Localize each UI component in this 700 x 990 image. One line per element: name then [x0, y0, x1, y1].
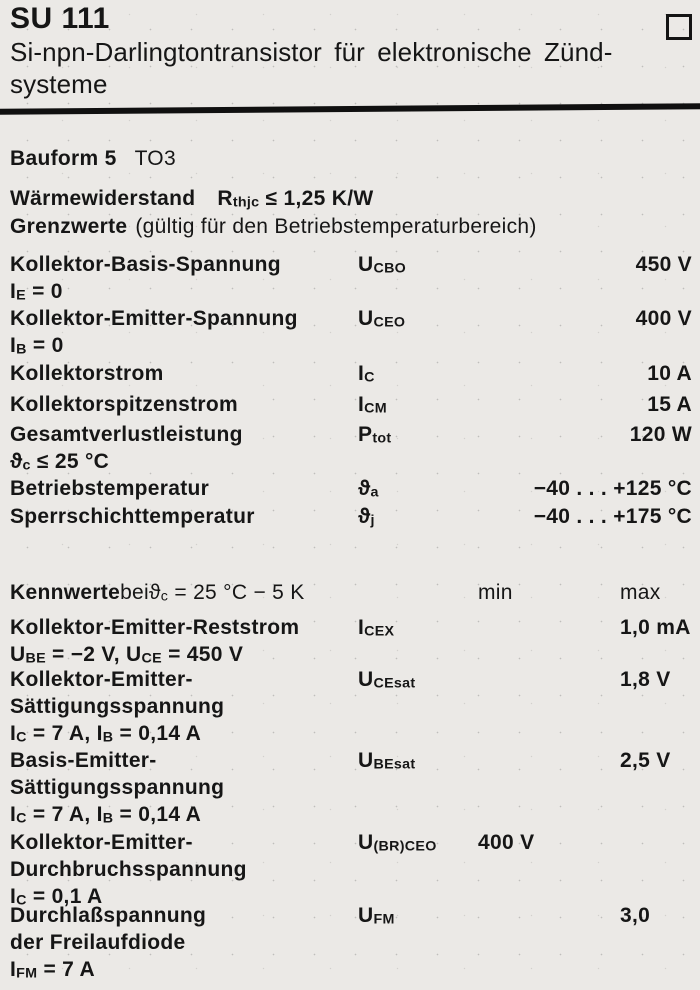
char-condition: $I_C = 0,1$ A: [10, 885, 103, 909]
limit-row: [10, 251, 692, 305]
limit-row: [10, 305, 692, 359]
limit-value: 450 V: [635, 253, 692, 276]
limit-label: Sperrschichttemperatur: [10, 505, 255, 528]
char-condition: $U_{BE} = -2$ V, $U_{CE} = 450$ V: [10, 643, 244, 667]
char-row: [10, 666, 692, 747]
square-marker-icon: [666, 14, 692, 40]
char-label: Kollektor-Emitter-: [10, 668, 193, 691]
limit-label: Kollektorstrom: [10, 362, 164, 385]
char-label: Sättigungsspannung: [10, 695, 225, 718]
limit-row: [10, 421, 692, 475]
min-column-header: min: [478, 581, 513, 604]
characteristics-header: [10, 579, 692, 606]
thermal-line: [10, 185, 373, 212]
limit-label: Kollektorspitzenstrom: [10, 393, 238, 416]
char-row: [10, 902, 692, 983]
char-condition: $I_C = 7$ A, $I_B = 0,14$ A: [10, 803, 202, 827]
limit-condition: $I_E = 0$: [10, 280, 63, 304]
limit-value: −40 . . . +175 °C: [533, 505, 692, 528]
characteristics-bei: bei: [120, 581, 149, 604]
limit-symbol: $U_{CBO}$: [358, 253, 407, 277]
limit-label: Kollektor-Basis-Spannung: [10, 253, 281, 276]
thermal-label: Wärmewiderstand: [10, 187, 196, 210]
limit-symbol: $U_{CEO}$: [358, 307, 406, 331]
page-title-line2: systeme: [10, 69, 108, 99]
limit-condition: $I_B = 0$: [10, 334, 64, 358]
char-symbol: $U_{BEsat}$: [358, 749, 416, 773]
package-type: TO3: [134, 147, 176, 170]
limit-value: 10 A: [647, 362, 692, 385]
char-condition: $I_C = 7$ A, $I_B = 0,14$ A: [10, 722, 202, 746]
limit-label: Betriebstemperatur: [10, 477, 210, 500]
char-max-value: 2,5 V: [620, 749, 671, 772]
char-condition: $I_{FM} = 7$ A: [10, 958, 95, 982]
limit-value: 120 W: [629, 423, 692, 446]
limits-title-line: [10, 213, 537, 240]
limit-value: −40 . . . +125 °C: [533, 477, 692, 500]
limit-row: [10, 475, 692, 502]
limit-row: [10, 391, 692, 418]
thermal-formula: $R_{thjc} \le 1,25$ K/W: [217, 187, 374, 211]
char-symbol: $I_{CEX}$: [358, 616, 395, 640]
characteristics-title: Kennwerte: [10, 581, 121, 604]
char-label: Kollektor-Emitter-Reststrom: [10, 616, 300, 639]
limit-value: 15 A: [647, 393, 692, 416]
max-column-header: max: [620, 581, 661, 604]
char-symbol: $U_{CEsat}$: [358, 668, 416, 692]
char-max-value: 1,0 mA: [620, 616, 691, 639]
limit-label: Kollektor-Emitter-Spannung: [10, 307, 298, 330]
limit-symbol: $P_{tot}$: [358, 423, 392, 447]
package-line: [10, 145, 176, 172]
part-number: SU 111: [10, 2, 110, 35]
char-label: Sättigungsspannung: [10, 776, 225, 799]
limit-symbol: $ϑ_a$: [358, 477, 379, 501]
header-rule: [0, 103, 700, 115]
limit-label: Gesamtverlustleistung: [10, 423, 243, 446]
char-label: Durchbruchsspannung: [10, 858, 247, 881]
char-min-value: 400 V: [478, 831, 535, 854]
limits-note: (gültig für den Betriebstemperaturbereich): [135, 215, 537, 238]
limits-title: Grenzwerte: [10, 215, 128, 238]
page-title-line1: Si-npn-Darlingtontransistor für elektronische Zünd-: [10, 37, 613, 67]
char-row: [10, 829, 692, 910]
characteristics-condition: $ϑ_c = 25$ °C − 5 K: [149, 581, 305, 605]
char-label: Kollektor-Emitter-: [10, 831, 193, 854]
char-label: der Freilaufdiode: [10, 931, 186, 954]
limit-symbol: $ϑ_j$: [358, 505, 375, 529]
char-label: Basis-Emitter-: [10, 749, 157, 772]
char-label: Durchlaßspannung: [10, 904, 207, 927]
limit-condition: $ϑ_c \le 25$ °C: [10, 450, 110, 474]
char-symbol: $U_{FM}$: [358, 904, 395, 928]
limit-value: 400 V: [635, 307, 692, 330]
char-row: [10, 747, 692, 828]
char-max-value: 1,8 V: [620, 668, 671, 691]
char-row: [10, 614, 692, 668]
limit-symbol: $I_C$: [358, 362, 375, 386]
char-symbol: $U_{(BR)CEO}$: [358, 831, 437, 855]
limit-symbol: $I_{CM}$: [358, 393, 387, 417]
char-max-value: 3,0: [620, 904, 651, 927]
limit-row: [10, 360, 692, 387]
package-label: Bauform 5: [10, 147, 117, 170]
limit-row: [10, 503, 692, 530]
